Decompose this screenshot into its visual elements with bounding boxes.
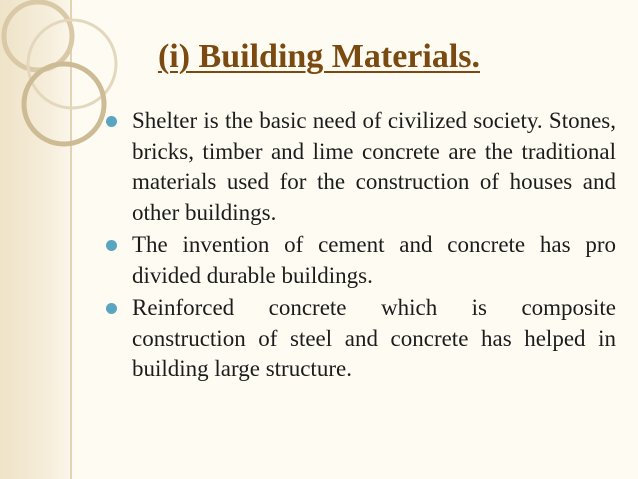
bullet-item bbox=[104, 230, 616, 291]
bullet-text: The invention of cement and concrete has pro divided durable buildings. bbox=[132, 232, 616, 288]
bullet-icon bbox=[106, 303, 117, 314]
bullet-icon bbox=[106, 240, 117, 251]
bullet-text: Shelter is the basic need of civilized society. Stones, bricks, timber and lime concrete are the traditional materials used for the construction of houses and other buildings. bbox=[132, 108, 616, 225]
bullet-icon bbox=[106, 116, 117, 127]
bullet-item bbox=[104, 293, 616, 385]
slide-title: (i) Building Materials. bbox=[157, 38, 481, 75]
bullet-item bbox=[104, 106, 616, 228]
bullet-text: Reinforced concrete which is composite construction of steel and concrete has helped in building large structure. bbox=[132, 295, 616, 381]
bullet-list bbox=[104, 106, 616, 387]
